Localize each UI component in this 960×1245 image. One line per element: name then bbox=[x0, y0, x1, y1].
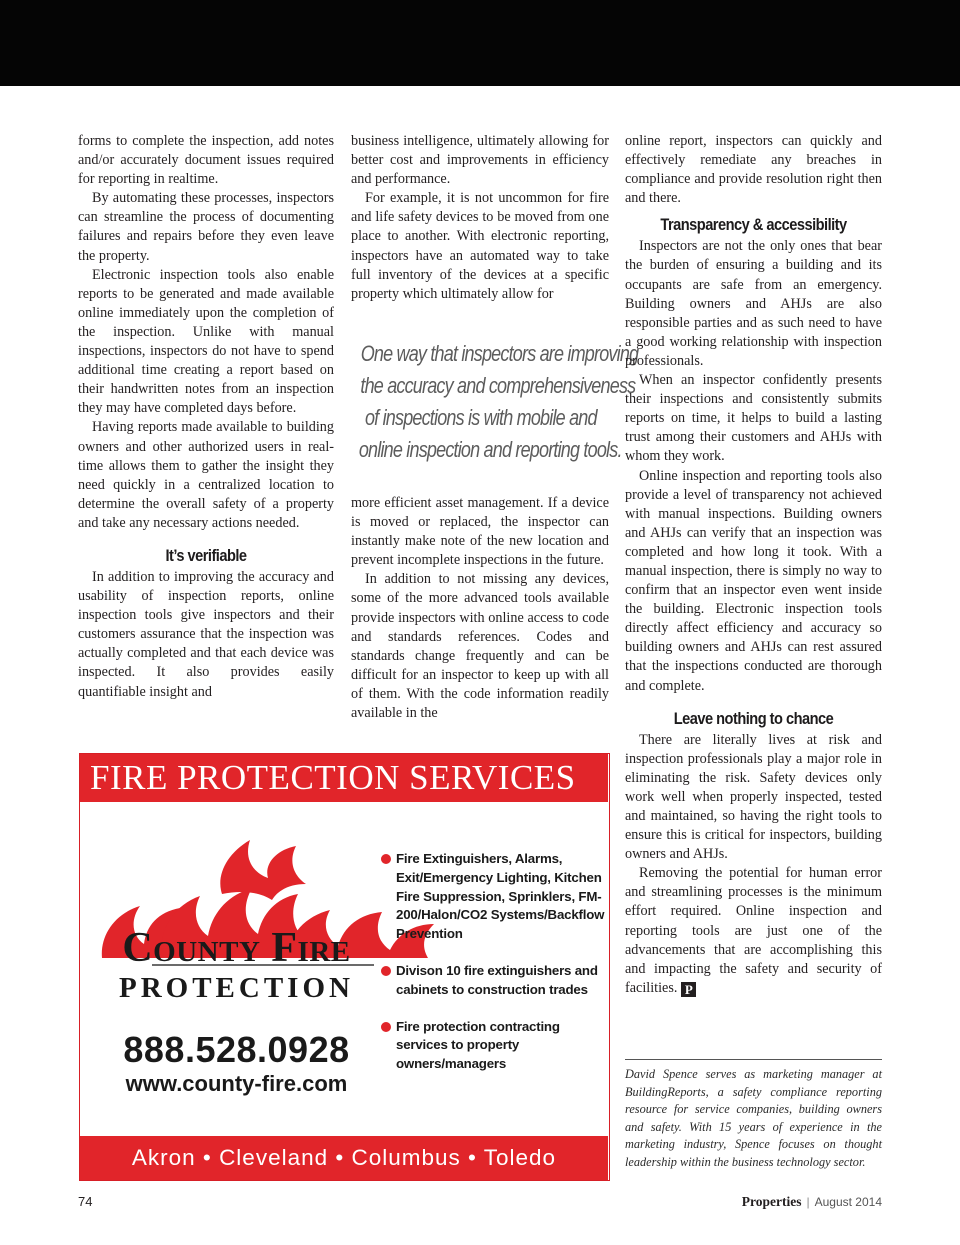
paragraph-text: Removing the potential for human error and streamlining processes is the minimum effort required. Online inspection and reporting tools are just one of the advancements that are accomplishing this and impacting the safety and security of facilities. bbox=[625, 865, 882, 996]
paragraph-final bbox=[625, 864, 882, 998]
service-text: Fire Extinguishers, Alarms, Exit/Emergency Lighting, Kitchen Fire Suppression, Sprinklers, FM-200/Halon/CO2 Systems/Backflow Prevention bbox=[396, 851, 605, 942]
service-item bbox=[380, 1018, 606, 1074]
ad-cities-bar: Akron • Cleveland • Columbus • Toledo bbox=[80, 1136, 608, 1180]
footer-separator: | bbox=[806, 1194, 810, 1209]
publication-name: Properties bbox=[741, 1194, 802, 1209]
paragraph: By automating these processes, inspectors can streamline the process of documenting failures and repairs before they even leave the property. bbox=[78, 190, 334, 264]
article-column-3 bbox=[625, 132, 882, 998]
paragraph: In addition to improving the accuracy and usability of inspection reports, online inspection tools give inspectors and their customers assurance that the inspection was actually completed and that each device was inspected. It also provides easily quantifiable insight and bbox=[78, 568, 334, 700]
article-column-1 bbox=[78, 132, 334, 702]
company-name: County Fire bbox=[122, 925, 351, 971]
top-black-bar bbox=[0, 0, 960, 86]
article-column-2-bottom bbox=[351, 494, 609, 723]
pull-quote-line: online inspection and reporting tools. bbox=[358, 437, 622, 462]
pull-quote-line: of inspections is with mobile and bbox=[365, 405, 597, 430]
author-bio: David Spence serves as marketing manager at BuildingReports, a safety compliance reporting resource for service companies, building owners and safety. With 15 years of experience in the marketing industry, Spence focuses on thought leadership within the business technology sector. bbox=[625, 1059, 882, 1171]
subhead-leave-nothing: Leave nothing to chance bbox=[673, 708, 834, 728]
service-item bbox=[380, 962, 606, 1000]
footer-credit bbox=[742, 1194, 882, 1210]
paragraph: Inspectors are not the only ones that bear the burden of ensuring a building and its occupants are safe from an emergency. Building owners and AHJs are also responsible parties and as such need to have a good working relationship with inspection professionals. bbox=[625, 238, 882, 369]
company-subtitle: PROTECTION bbox=[119, 972, 354, 1004]
pull-quote-line: the accuracy and comprehensiveness bbox=[360, 373, 636, 398]
paragraph: In addition to not missing any devices, some of the more advanced tools available provide inspectors with online access to code and standards references. Codes and standards change frequently and can be difficult for an inspector to keep up with all of them. With the code information readily available in the bbox=[351, 571, 609, 722]
county-fire-ad[interactable] bbox=[79, 753, 610, 1181]
paragraph: Online inspection and reporting tools also provide a level of transparency not achieved with manual inspections. Building owners and AHJs can verify that an inspection was completed and how long it took. With a manual inspection, there is simply no way to confirm that an inspector even went inside the building. Electronic inspection tools directly affect efficiency and accuracy so building owners and AHJs can rest assured that the inspections conducted are thorough and complete. bbox=[625, 467, 882, 694]
ad-website-link[interactable]: www.county-fire.com bbox=[125, 1071, 348, 1096]
issue-date: August 2014 bbox=[814, 1195, 882, 1209]
ad-banner: FIRE PROTECTION SERVICES bbox=[80, 754, 608, 802]
service-item bbox=[380, 850, 606, 944]
paragraph: Having reports made available to building owners and other authorized users in real-time allows them to gather the insight they need quickly in a centralized location to determine the overall safety of a property and take any necessary actions needed. bbox=[78, 419, 334, 531]
paragraph: Electronic inspection tools also enable reports to be generated and made available online immediately upon the completion of the inspection. Unlike with manual inspections, inspectors do not have to spend additional time creating a report based on their handwritten notes from an inspection they may have completed days before. bbox=[78, 266, 334, 417]
ad-phone-number[interactable]: 888.528.0928 bbox=[123, 1029, 350, 1070]
subhead-verifiable: It’s verifiable bbox=[165, 545, 247, 565]
end-mark-icon: P bbox=[681, 982, 696, 997]
services-list bbox=[380, 850, 606, 1092]
paragraph: When an inspector confidently presents their inspections and consistently submits reports on time, it helps to build a lasting trust among their customers and AHJs with whom they work. bbox=[625, 372, 882, 465]
paragraph: business intelligence, ultimately allowing for better cost and improvements in efficiency and performance. bbox=[351, 133, 609, 188]
article-column-2-top bbox=[351, 132, 609, 304]
service-text: Fire protection contracting services to property owners/managers bbox=[396, 1018, 560, 1072]
pull-quote bbox=[326, 338, 639, 466]
bullet-icon bbox=[381, 854, 391, 864]
bullet-icon bbox=[381, 1022, 391, 1032]
subhead-transparency: Transparency & accessibility bbox=[660, 215, 847, 235]
page-number: 74 bbox=[78, 1194, 93, 1209]
paragraph: forms to complete the inspection, add notes and/or accurately document issues required for reporting in realtime. bbox=[78, 133, 334, 188]
pull-quote-line: One way that inspectors are improving bbox=[360, 341, 639, 366]
paragraph: For example, it is not uncommon for fire and life safety devices to be moved from one place to another. With electronic reporting, inspectors have an automated way to take full inventory of the devices at a specific property which ultimately allow for bbox=[351, 190, 609, 302]
bullet-icon bbox=[381, 966, 391, 976]
service-text: Divison 10 fire extinguishers and cabinets to construction trades bbox=[396, 962, 598, 997]
paragraph: online report, inspectors can quickly and effectively remediate any breaches in compliance and provide resolution right then and there. bbox=[625, 133, 882, 207]
paragraph: There are literally lives at risk and inspection professionals play a major role in eliminating the risk. Safety devices only work well when properly inspected, tested and maintained, so having the right tools to ensure this is critical for inspectors, building owners and AHJs. bbox=[625, 731, 882, 863]
paragraph: more efficient asset management. If a device is moved or replaced, the inspector can instantly make note of the new location and prevent incomplete inspections in the future. bbox=[351, 495, 609, 569]
